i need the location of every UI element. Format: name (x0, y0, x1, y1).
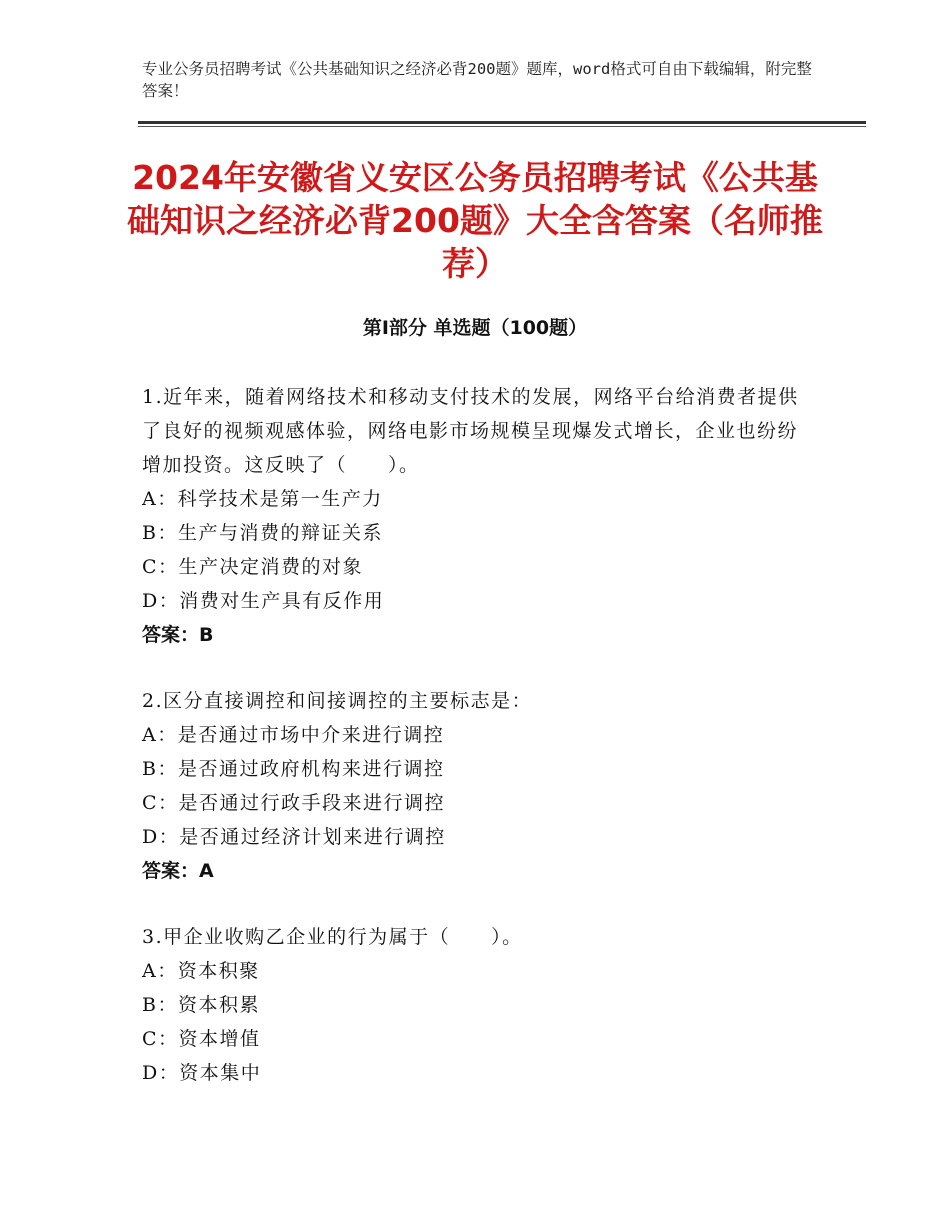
question-answer: 答案：A (142, 860, 214, 882)
question-list (142, 380, 802, 1122)
question-option: A：科学技术是第一生产力 (142, 488, 383, 510)
question-option: C：资本增值 (142, 1028, 261, 1050)
question-stem: 2.区分直接调控和间接调控的主要标志是： (142, 690, 533, 712)
question-option: D：资本集中 (142, 1062, 262, 1084)
question-stem: 1.近年来，随着网络技术和移动支付技术的发展，网络平台给消费者提供了良好的视频观感体验，网络电影市场规模呈现爆发式增长，企业也纷纷增加投资。这反映了（ ）。 (142, 386, 799, 476)
question-option: C：生产决定消费的对象 (142, 556, 364, 578)
question-option: A：资本积聚 (142, 960, 260, 982)
document-title: 2024年安徽省义安区公务员招聘考试《公共基础知识之经济必背200题》大全含答案（名师推荐） (127, 158, 823, 283)
question-option: B：是否通过政府机构来进行调控 (142, 758, 445, 780)
question-option: A：是否通过市场中介来进行调控 (142, 724, 445, 746)
question-item (142, 380, 802, 652)
question-option: B：资本积累 (142, 994, 260, 1016)
question-option: D：是否通过经济计划来进行调控 (142, 826, 446, 848)
question-answer: 答案：B (142, 624, 214, 646)
header-divider-thick (138, 121, 866, 124)
question-stem: 3.甲企业收购乙企业的行为属于（ ）。 (142, 926, 523, 948)
header-note: 专业公务员招聘考试《公共基础知识之经济必背200题》题库，word格式可自由下载编辑，附完整答案！ (142, 60, 812, 100)
section-title: 第I部分 单选题（100题） (362, 317, 588, 339)
question-item (142, 684, 802, 888)
question-item (142, 920, 802, 1090)
header-divider-thin (138, 126, 866, 127)
question-option: B：生产与消费的辩证关系 (142, 522, 383, 544)
question-option: D：消费对生产具有反作用 (142, 590, 385, 612)
question-option: C：是否通过行政手段来进行调控 (142, 792, 446, 814)
